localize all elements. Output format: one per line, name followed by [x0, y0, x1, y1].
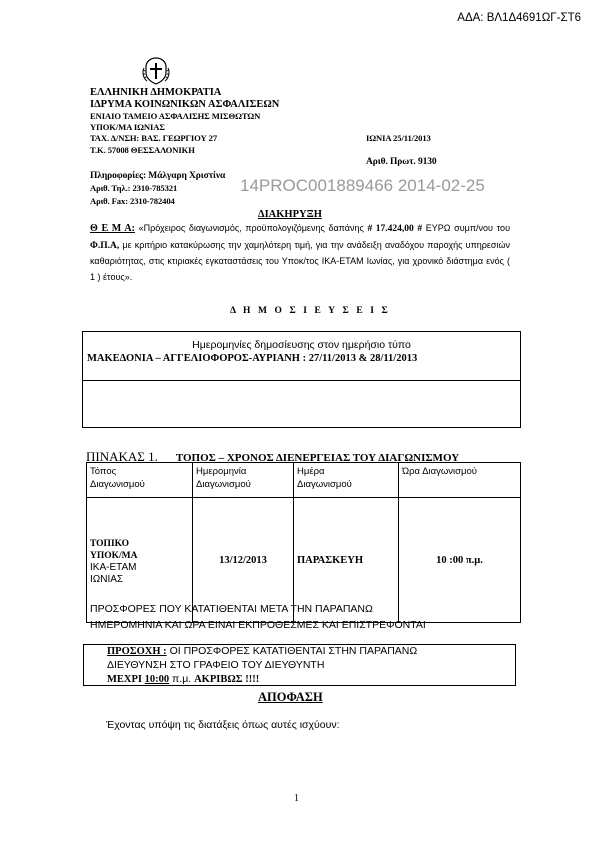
- greek-coat-of-arms-icon: [141, 56, 171, 86]
- table-caption: ΤΟΠΟΣ – ΧΡΟΝΟΣ ΔΙΕΝΕΡΓΕΙΑΣ ΤΟΥ ΔΙΑΓΩΝΙΣΜΟΥ: [175, 452, 460, 464]
- publications-divider: [83, 380, 520, 381]
- theme-paragraph: [90, 221, 510, 285]
- header-place: Τόπος Διαγωνισμού: [87, 463, 193, 498]
- institute-name: ΙΔΡΥΜΑ ΚΟΙΝΩΝΙΚΩΝ ΑΣΦΑΛΙΣΕΩΝ: [90, 99, 280, 110]
- fund-name: ΕΝΙΑΙΟ ΤΑΜΕΙΟ ΑΣΦΑΛΙΣΗΣ ΜΙΣΘΩΤΩΝ: [90, 111, 261, 121]
- cell-day: ΠΑΡΑΣΚΕΥΗ: [294, 498, 399, 623]
- phone-number: Αριθ. Τηλ.: 2310-785321: [90, 183, 178, 193]
- page-number: 1: [294, 793, 299, 804]
- info-contact: Πληροφορίες: Μάλγαρη Χριστίνα: [90, 171, 226, 181]
- theme-text-3: με κριτήριο κατακύρωσης την χαμηλότερη τιμή, για την ανάδειξη αναδόχου παροχής υπηρεσιών καθαριότητας, στις κτιριακές εγκαταστάσεις του Υποκ/τος ΙΚΑ-ΕΤΑΜ Ιωνίας, για χρονικό διάστημα ενός ( 1 ) έτους».: [90, 239, 510, 282]
- protocol-number: Αριθ. Πρωτ. 9130: [366, 157, 437, 167]
- cell-time: 10 :00 π.μ.: [399, 498, 521, 623]
- publications-line: ΜΑΚΕΔΟΝΙΑ – ΑΓΓΕΛΙΟΦΟΡΟΣ-ΑΥΡΙΑΝΗ : 27/11/2013 & 28/11/2013: [87, 353, 418, 364]
- notice-line-3: [107, 673, 259, 685]
- notice-line-2: ΔΙΕΥΘΥΝΣΗ ΣΤΟ ΓΡΑΦΕΙΟ ΤΟΥ ΔΙΕΥΘΥΝΤΗ: [107, 659, 325, 671]
- cell-date: 13/12/2013: [193, 498, 294, 623]
- header-day: Ημέρα Διαγωνισμού: [294, 463, 399, 498]
- notice-pm: π.μ.: [169, 673, 195, 685]
- announcement-title: ΔΙΑΚΗΡΥΞΗ: [258, 209, 322, 220]
- publications-label: Ημερομηνίες δημοσίευσης στον ημερήσιο τύπο: [192, 339, 411, 351]
- ada-code: ΑΔΑ: ΒΛ1Δ4691ΩΓ-ΣΤ6: [457, 12, 581, 24]
- republic-name: ΕΛΛΗΝΙΚΗ ΔΗΜΟΚΡΑΤΙΑ: [90, 87, 222, 98]
- notice-line-1: [107, 645, 417, 657]
- notice-text-1: ΟΙ ΠΡΟΣΦΟΡΕΣ ΚΑΤΑΤΙΘΕΝΤΑΙ ΣΤΗΝ ΠΑΡΑΠΑΝΩ: [166, 645, 418, 657]
- cell-place: ΤΟΠΙΚΟ ΥΠΟΚ/ΜΑ ΙΚΑ-ΕΤΑΜ ΙΩΝΙΑΣ: [87, 498, 193, 623]
- warning-line-1: ΠΡΟΣΦΟΡΕΣ ΠΟΥ ΚΑΤΑΤΙΘΕΝΤΑΙ ΜΕΤΑ ΤΗΝ ΠΑΡΑΠΑΝΩ: [90, 603, 373, 615]
- theme-text-2: ΕΥΡΩ συμπ/νου του: [422, 223, 510, 233]
- header-time: Ώρα Διαγωνισμού: [399, 463, 521, 498]
- publications-heading: Δ Η Μ Ο Σ Ι Ε Υ Σ Ε Ι Σ: [230, 306, 391, 316]
- notice-label: ΠΡΟΣΟΧΗ :: [107, 646, 167, 657]
- theme-amount: # 17.424,00 #: [367, 224, 423, 234]
- table-header-row: [87, 463, 521, 498]
- notice-exact: ΑΚΡΙΒΩΣ !!!!: [194, 674, 260, 685]
- fax-number: Αριθ. Fax: 2310-782404: [90, 196, 175, 206]
- theme-fpa: Φ.Π.Α,: [90, 240, 120, 251]
- notice-time: 10:00: [144, 674, 170, 685]
- postal-address: ΤΑΧ. Δ/ΝΣΗ: ΒΑΣ. ΓΕΩΡΓΙΟΥ 27: [90, 133, 218, 143]
- place-date: ΙΩΝΙΑ 25/11/2013: [366, 133, 431, 143]
- warning-line-2: ΗΜΕΡΟΜΗΝΙΑ ΚΑΙ ΩΡΑ ΕΙΝΑΙ ΕΚΠΡΟΘΕΣΜΕΣ ΚΑΙ ΕΠΙΣΤΡΕΦΟΝΤΑΙ: [90, 619, 426, 631]
- notice-until: ΜΕΧΡΙ: [107, 674, 145, 685]
- schedule-table: [86, 462, 521, 623]
- theme-text-1: «Πρόχειρος διαγωνισμός, προϋπολογιζόμενης δαπάνης: [134, 223, 368, 233]
- table-label: ΠΙΝΑΚΑΣ 1.: [86, 449, 158, 464]
- header-date: Ημερομηνία Διαγωνισμού: [193, 463, 294, 498]
- procurement-watermark: 14PROC001889466 2014-02-25: [240, 176, 485, 195]
- decision-heading: ΑΠΟΦΑΣΗ: [258, 690, 323, 704]
- theme-label: Θ Ε Μ Α:: [90, 223, 135, 234]
- postal-code: Τ.Κ. 57008 ΘΕΣΣΑΛΟΝΙΚΗ: [90, 145, 195, 155]
- branch-name: ΥΠΟΚ/ΜΑ ΙΩΝΙΑΣ: [90, 122, 165, 132]
- publications-box: [82, 331, 521, 428]
- having-in-mind-text: Έχοντας υπόψη τις διατάξεις όπως αυτές ισχύουν:: [106, 719, 340, 731]
